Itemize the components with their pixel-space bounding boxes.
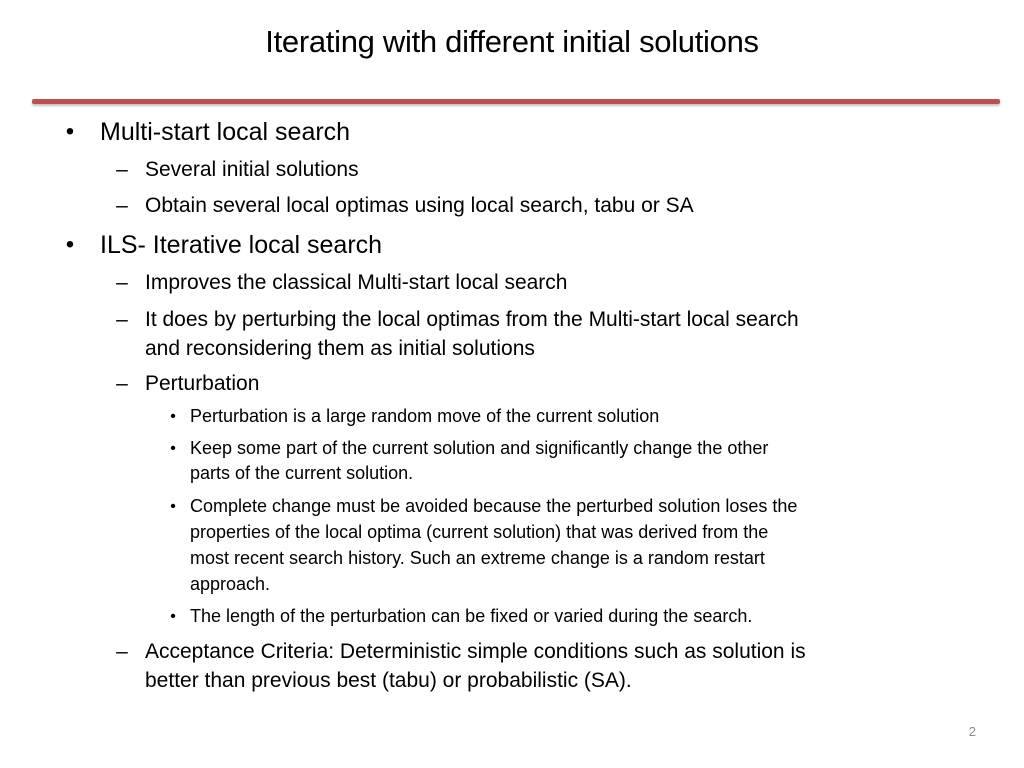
sub-bullet-text: Perturbation — [145, 372, 260, 395]
sub-sub-bullet-text: Perturbation is a large random move of the current solution — [190, 406, 660, 426]
sub-sub-bullet-text: The length of the perturbation can be fixed or varied during the search. — [190, 606, 753, 626]
sub-sub-bullet-text: Complete change must be avoided because the perturbed solution loses the — [190, 496, 798, 516]
sub-sub-bullet-complete-change-cont-2 — [190, 546, 765, 571]
sub-bullet-text: better than previous best (tabu) or probabilistic (SA). — [145, 669, 632, 692]
sub-sub-bullet-text: approach. — [190, 574, 271, 594]
sub-bullet-text: Obtain several local optimas using local search, tabu or SA — [145, 194, 694, 217]
dash-mark: – — [116, 158, 128, 181]
bullet-mark: • — [170, 440, 176, 457]
sub-bullet-perturbing — [116, 305, 799, 334]
sub-bullet-text: Improves the classical Multi-start local search — [145, 271, 568, 294]
sub-bullet-text: Several initial solutions — [145, 158, 359, 181]
dash-mark: – — [116, 271, 128, 294]
sub-sub-bullet-keep-some-part — [170, 436, 769, 461]
sub-bullet-text: and reconsidering them as initial solutions — [145, 337, 535, 360]
sub-sub-bullet-complete-change-cont-3 — [190, 572, 270, 597]
sub-bullet-acceptance-cont — [145, 666, 632, 695]
sub-bullet-obtain-optimas — [116, 191, 694, 220]
sub-bullet-perturbing-cont — [145, 334, 535, 363]
sub-sub-bullet-large-random-move — [170, 404, 660, 429]
sub-sub-bullet-text: most recent search history. Such an extreme change is a random restart — [190, 548, 765, 568]
sub-sub-bullet-text: Keep some part of the current solution and significantly change the other — [190, 438, 769, 458]
bullet-text: Multi-start local search — [100, 118, 351, 146]
bullet-mark: • — [65, 118, 75, 145]
bullet-text: ILS- Iterative local search — [100, 231, 383, 259]
page-number: 2 — [968, 724, 976, 739]
dash-mark: – — [116, 308, 128, 331]
sub-bullet-text: It does by perturbing the local optimas from the Multi-start local search — [145, 308, 799, 331]
sub-sub-bullet-complete-change — [170, 494, 798, 519]
sub-bullet-several-initial — [116, 155, 359, 184]
bullet-mark: • — [170, 408, 176, 425]
dash-mark: – — [116, 372, 128, 395]
bullet-mark: • — [170, 608, 176, 625]
sub-sub-bullet-text: properties of the local optima (current solution) that was derived from the — [190, 522, 769, 542]
sub-sub-bullet-complete-change-cont-1 — [190, 520, 768, 545]
sub-bullet-perturbation — [116, 369, 260, 398]
dash-mark: – — [116, 640, 128, 663]
slide-title: Iterating with different initial solutions — [265, 24, 759, 59]
sub-bullet-acceptance — [116, 637, 806, 666]
bullet-multistart — [65, 117, 351, 147]
sub-sub-bullet-length — [170, 604, 753, 629]
sub-bullet-text: Acceptance Criteria: Deterministic simple conditions such as solution is — [145, 640, 806, 663]
sub-sub-bullet-text: parts of the current solution. — [190, 463, 414, 483]
bullet-mark: • — [65, 231, 75, 258]
dash-mark: – — [116, 194, 128, 217]
bullet-ils — [65, 230, 383, 260]
sub-bullet-improves — [116, 268, 568, 297]
bullet-mark: • — [170, 498, 176, 515]
sub-sub-bullet-keep-some-part-cont — [190, 461, 413, 486]
